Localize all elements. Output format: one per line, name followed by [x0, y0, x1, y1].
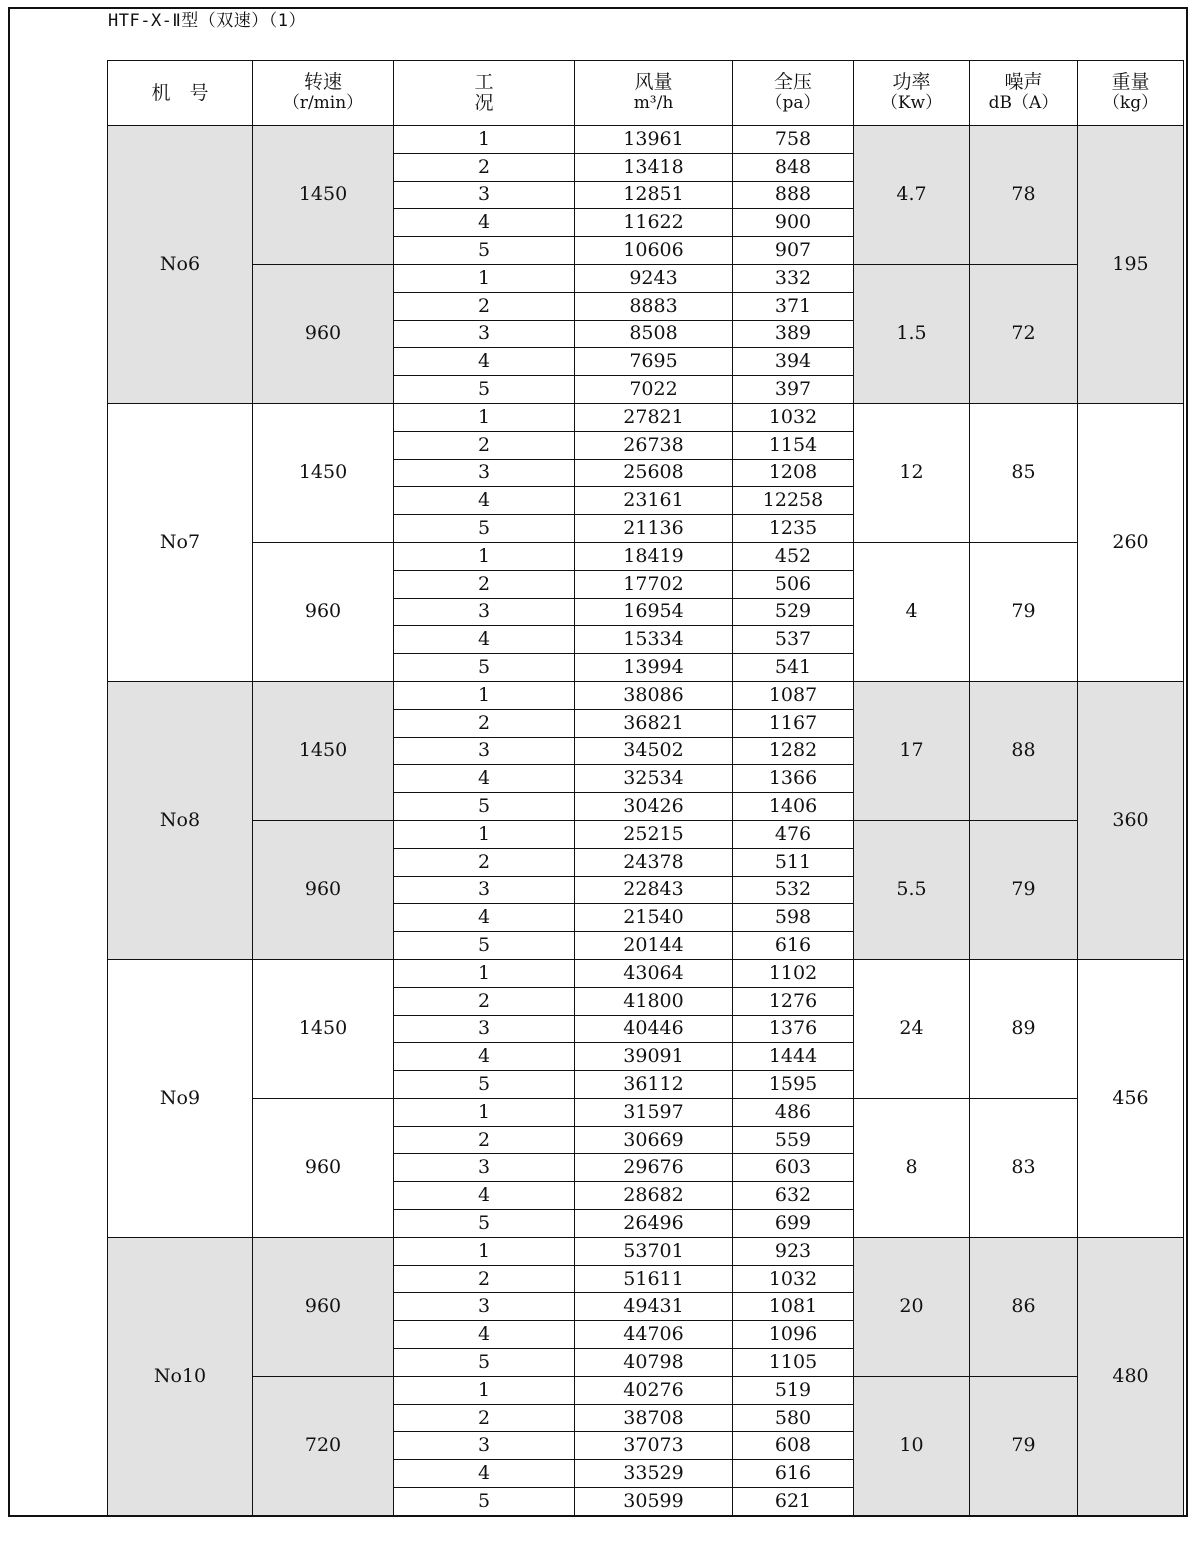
power-cell: 4.7 — [854, 126, 970, 265]
condition-cell: 1 — [394, 1237, 575, 1265]
airflow-cell: 16954 — [575, 598, 733, 626]
speed-cell: 1450 — [253, 681, 394, 820]
header-airflow: 风量 m³/h — [575, 61, 733, 126]
pressure-cell: 1376 — [733, 1015, 854, 1043]
condition-cell: 1 — [394, 1098, 575, 1126]
pressure-cell: 1102 — [733, 959, 854, 987]
power-cell: 4 — [854, 542, 970, 681]
pressure-cell: 616 — [733, 1460, 854, 1488]
pressure-cell: 511 — [733, 848, 854, 876]
pressure-cell: 394 — [733, 348, 854, 376]
noise-cell: 85 — [970, 403, 1078, 542]
pressure-cell: 332 — [733, 264, 854, 292]
pressure-cell: 699 — [733, 1210, 854, 1238]
power-cell: 10 — [854, 1376, 970, 1515]
document-title: HTF-X-Ⅱ型（双速）（1） — [108, 11, 307, 31]
spec-body — [108, 126, 1184, 1516]
pressure-cell: 923 — [733, 1237, 854, 1265]
pressure-cell: 532 — [733, 876, 854, 904]
pressure-cell: 506 — [733, 570, 854, 598]
airflow-cell: 38708 — [575, 1404, 733, 1432]
condition-cell: 5 — [394, 376, 575, 404]
speed-cell: 960 — [253, 1098, 394, 1237]
condition-cell: 4 — [394, 1182, 575, 1210]
airflow-cell: 7022 — [575, 376, 733, 404]
pressure-cell: 519 — [733, 1376, 854, 1404]
condition-cell: 4 — [394, 209, 575, 237]
condition-cell: 1 — [394, 820, 575, 848]
condition-cell: 4 — [394, 626, 575, 654]
table-row — [108, 959, 1184, 987]
model-cell: No9 — [108, 959, 253, 1237]
pressure-cell: 598 — [733, 904, 854, 932]
speed-cell: 960 — [253, 542, 394, 681]
airflow-cell: 30599 — [575, 1488, 733, 1516]
condition-cell: 2 — [394, 709, 575, 737]
model-cell: No8 — [108, 681, 253, 959]
speed-cell: 1450 — [253, 403, 394, 542]
airflow-cell: 36821 — [575, 709, 733, 737]
condition-cell: 1 — [394, 1376, 575, 1404]
condition-cell: 4 — [394, 765, 575, 793]
pressure-cell: 848 — [733, 153, 854, 181]
pressure-cell: 632 — [733, 1182, 854, 1210]
pressure-cell: 1276 — [733, 987, 854, 1015]
table-row — [108, 1237, 1184, 1265]
condition-cell: 5 — [394, 932, 575, 960]
table-row — [108, 126, 1184, 154]
airflow-cell: 25608 — [575, 459, 733, 487]
airflow-cell: 30426 — [575, 793, 733, 821]
pressure-cell: 621 — [733, 1488, 854, 1516]
pressure-cell: 888 — [733, 181, 854, 209]
header-pressure: 全压 （pa） — [733, 61, 854, 126]
airflow-cell: 39091 — [575, 1043, 733, 1071]
pressure-cell: 758 — [733, 126, 854, 154]
airflow-cell: 27821 — [575, 403, 733, 431]
airflow-cell: 21540 — [575, 904, 733, 932]
airflow-cell: 29676 — [575, 1154, 733, 1182]
condition-cell: 2 — [394, 1265, 575, 1293]
airflow-cell: 15334 — [575, 626, 733, 654]
table-row — [108, 820, 1184, 848]
condition-cell: 2 — [394, 153, 575, 181]
power-cell: 8 — [854, 1098, 970, 1237]
condition-cell: 3 — [394, 737, 575, 765]
condition-cell: 4 — [394, 348, 575, 376]
condition-cell: 3 — [394, 459, 575, 487]
noise-cell: 72 — [970, 264, 1078, 403]
airflow-cell: 20144 — [575, 932, 733, 960]
pressure-cell: 1366 — [733, 765, 854, 793]
power-cell: 20 — [854, 1237, 970, 1376]
pressure-cell: 541 — [733, 654, 854, 682]
noise-cell: 78 — [970, 126, 1078, 265]
condition-cell: 3 — [394, 1154, 575, 1182]
model-cell: No7 — [108, 403, 253, 681]
table-row — [108, 403, 1184, 431]
airflow-cell: 11622 — [575, 209, 733, 237]
pressure-cell: 397 — [733, 376, 854, 404]
condition-cell: 3 — [394, 1015, 575, 1043]
noise-cell: 88 — [970, 681, 1078, 820]
pressure-cell: 1208 — [733, 459, 854, 487]
condition-cell: 5 — [394, 1488, 575, 1516]
speed-cell: 720 — [253, 1376, 394, 1515]
pressure-cell: 616 — [733, 932, 854, 960]
condition-cell: 2 — [394, 1126, 575, 1154]
power-cell: 17 — [854, 681, 970, 820]
noise-cell: 86 — [970, 1237, 1078, 1376]
pressure-cell: 1595 — [733, 1071, 854, 1099]
pressure-cell: 1081 — [733, 1293, 854, 1321]
noise-cell: 89 — [970, 959, 1078, 1098]
fan-spec-table — [107, 60, 1184, 1516]
header-model: 机 号 — [108, 61, 253, 126]
header-weight: 重量 （kg） — [1078, 61, 1184, 126]
table-row — [108, 542, 1184, 570]
pressure-cell: 1282 — [733, 737, 854, 765]
condition-cell: 3 — [394, 320, 575, 348]
pressure-cell: 371 — [733, 292, 854, 320]
weight-cell: 260 — [1078, 403, 1184, 681]
airflow-cell: 37073 — [575, 1432, 733, 1460]
weight-cell: 360 — [1078, 681, 1184, 959]
condition-cell: 2 — [394, 848, 575, 876]
condition-cell: 4 — [394, 1043, 575, 1071]
pressure-cell: 1444 — [733, 1043, 854, 1071]
pressure-cell: 1154 — [733, 431, 854, 459]
table-row — [108, 681, 1184, 709]
airflow-cell: 36112 — [575, 1071, 733, 1099]
pressure-cell: 1167 — [733, 709, 854, 737]
power-cell: 24 — [854, 959, 970, 1098]
airflow-cell: 24378 — [575, 848, 733, 876]
condition-cell: 5 — [394, 1071, 575, 1099]
airflow-cell: 8883 — [575, 292, 733, 320]
condition-cell: 2 — [394, 987, 575, 1015]
pressure-cell: 1032 — [733, 1265, 854, 1293]
pressure-cell: 12258 — [733, 487, 854, 515]
airflow-cell: 23161 — [575, 487, 733, 515]
power-cell: 1.5 — [854, 264, 970, 403]
pressure-cell: 603 — [733, 1154, 854, 1182]
condition-cell: 4 — [394, 1321, 575, 1349]
condition-cell: 4 — [394, 1460, 575, 1488]
airflow-cell: 34502 — [575, 737, 733, 765]
speed-cell: 960 — [253, 1237, 394, 1376]
pressure-cell: 1032 — [733, 403, 854, 431]
airflow-cell: 53701 — [575, 1237, 733, 1265]
airflow-cell: 51611 — [575, 1265, 733, 1293]
model-cell: No10 — [108, 1237, 253, 1515]
airflow-cell: 8508 — [575, 320, 733, 348]
condition-cell: 2 — [394, 1404, 575, 1432]
airflow-cell: 28682 — [575, 1182, 733, 1210]
condition-cell: 2 — [394, 431, 575, 459]
condition-cell: 2 — [394, 570, 575, 598]
airflow-cell: 22843 — [575, 876, 733, 904]
condition-cell: 5 — [394, 793, 575, 821]
pressure-cell: 529 — [733, 598, 854, 626]
condition-cell: 3 — [394, 181, 575, 209]
airflow-cell: 40276 — [575, 1376, 733, 1404]
pressure-cell: 1087 — [733, 681, 854, 709]
condition-cell: 5 — [394, 654, 575, 682]
condition-cell: 5 — [394, 237, 575, 265]
condition-cell: 4 — [394, 487, 575, 515]
airflow-cell: 30669 — [575, 1126, 733, 1154]
condition-cell: 5 — [394, 1349, 575, 1377]
condition-cell: 5 — [394, 515, 575, 543]
airflow-cell: 17702 — [575, 570, 733, 598]
pressure-cell: 389 — [733, 320, 854, 348]
airflow-cell: 10606 — [575, 237, 733, 265]
airflow-cell: 43064 — [575, 959, 733, 987]
pressure-cell: 537 — [733, 626, 854, 654]
pressure-cell: 1105 — [733, 1349, 854, 1377]
header-row — [108, 61, 1184, 126]
speed-cell: 960 — [253, 264, 394, 403]
condition-cell: 3 — [394, 876, 575, 904]
airflow-cell: 38086 — [575, 681, 733, 709]
condition-cell: 3 — [394, 1293, 575, 1321]
airflow-cell: 31597 — [575, 1098, 733, 1126]
airflow-cell: 13994 — [575, 654, 733, 682]
airflow-cell: 21136 — [575, 515, 733, 543]
airflow-cell: 9243 — [575, 264, 733, 292]
airflow-cell: 40798 — [575, 1349, 733, 1377]
pressure-cell: 907 — [733, 237, 854, 265]
condition-cell: 1 — [394, 126, 575, 154]
condition-cell: 1 — [394, 959, 575, 987]
condition-cell: 1 — [394, 542, 575, 570]
header-noise: 噪声 dB（A） — [970, 61, 1078, 126]
pressure-cell: 452 — [733, 542, 854, 570]
pressure-cell: 486 — [733, 1098, 854, 1126]
pressure-cell: 580 — [733, 1404, 854, 1432]
weight-cell: 480 — [1078, 1237, 1184, 1515]
model-cell: No6 — [108, 126, 253, 404]
pressure-cell: 476 — [733, 820, 854, 848]
power-cell: 12 — [854, 403, 970, 542]
power-cell: 5.5 — [854, 820, 970, 959]
airflow-cell: 25215 — [575, 820, 733, 848]
table-row — [108, 264, 1184, 292]
airflow-cell: 41800 — [575, 987, 733, 1015]
pressure-cell: 559 — [733, 1126, 854, 1154]
weight-cell: 456 — [1078, 959, 1184, 1237]
header-power: 功率 （Kw） — [854, 61, 970, 126]
weight-cell: 195 — [1078, 126, 1184, 404]
table-row — [108, 1376, 1184, 1404]
pressure-cell: 1096 — [733, 1321, 854, 1349]
airflow-cell: 18419 — [575, 542, 733, 570]
condition-cell: 1 — [394, 681, 575, 709]
airflow-cell: 44706 — [575, 1321, 733, 1349]
airflow-cell: 40446 — [575, 1015, 733, 1043]
speed-cell: 1450 — [253, 959, 394, 1098]
noise-cell: 79 — [970, 1376, 1078, 1515]
condition-cell: 3 — [394, 1432, 575, 1460]
pressure-cell: 1235 — [733, 515, 854, 543]
condition-cell: 3 — [394, 598, 575, 626]
condition-cell: 1 — [394, 264, 575, 292]
speed-cell: 1450 — [253, 126, 394, 265]
airflow-cell: 49431 — [575, 1293, 733, 1321]
airflow-cell: 12851 — [575, 181, 733, 209]
header-speed: 转速 （r/min） — [253, 61, 394, 126]
pressure-cell: 608 — [733, 1432, 854, 1460]
condition-cell: 4 — [394, 904, 575, 932]
airflow-cell: 13418 — [575, 153, 733, 181]
condition-cell: 2 — [394, 292, 575, 320]
airflow-cell: 26496 — [575, 1210, 733, 1238]
header-condition: 工 况 — [394, 61, 575, 126]
airflow-cell: 13961 — [575, 126, 733, 154]
noise-cell: 83 — [970, 1098, 1078, 1237]
noise-cell: 79 — [970, 820, 1078, 959]
airflow-cell: 32534 — [575, 765, 733, 793]
table-row — [108, 1098, 1184, 1126]
airflow-cell: 26738 — [575, 431, 733, 459]
airflow-cell: 7695 — [575, 348, 733, 376]
condition-cell: 1 — [394, 403, 575, 431]
noise-cell: 79 — [970, 542, 1078, 681]
pressure-cell: 900 — [733, 209, 854, 237]
condition-cell: 5 — [394, 1210, 575, 1238]
airflow-cell: 33529 — [575, 1460, 733, 1488]
pressure-cell: 1406 — [733, 793, 854, 821]
speed-cell: 960 — [253, 820, 394, 959]
